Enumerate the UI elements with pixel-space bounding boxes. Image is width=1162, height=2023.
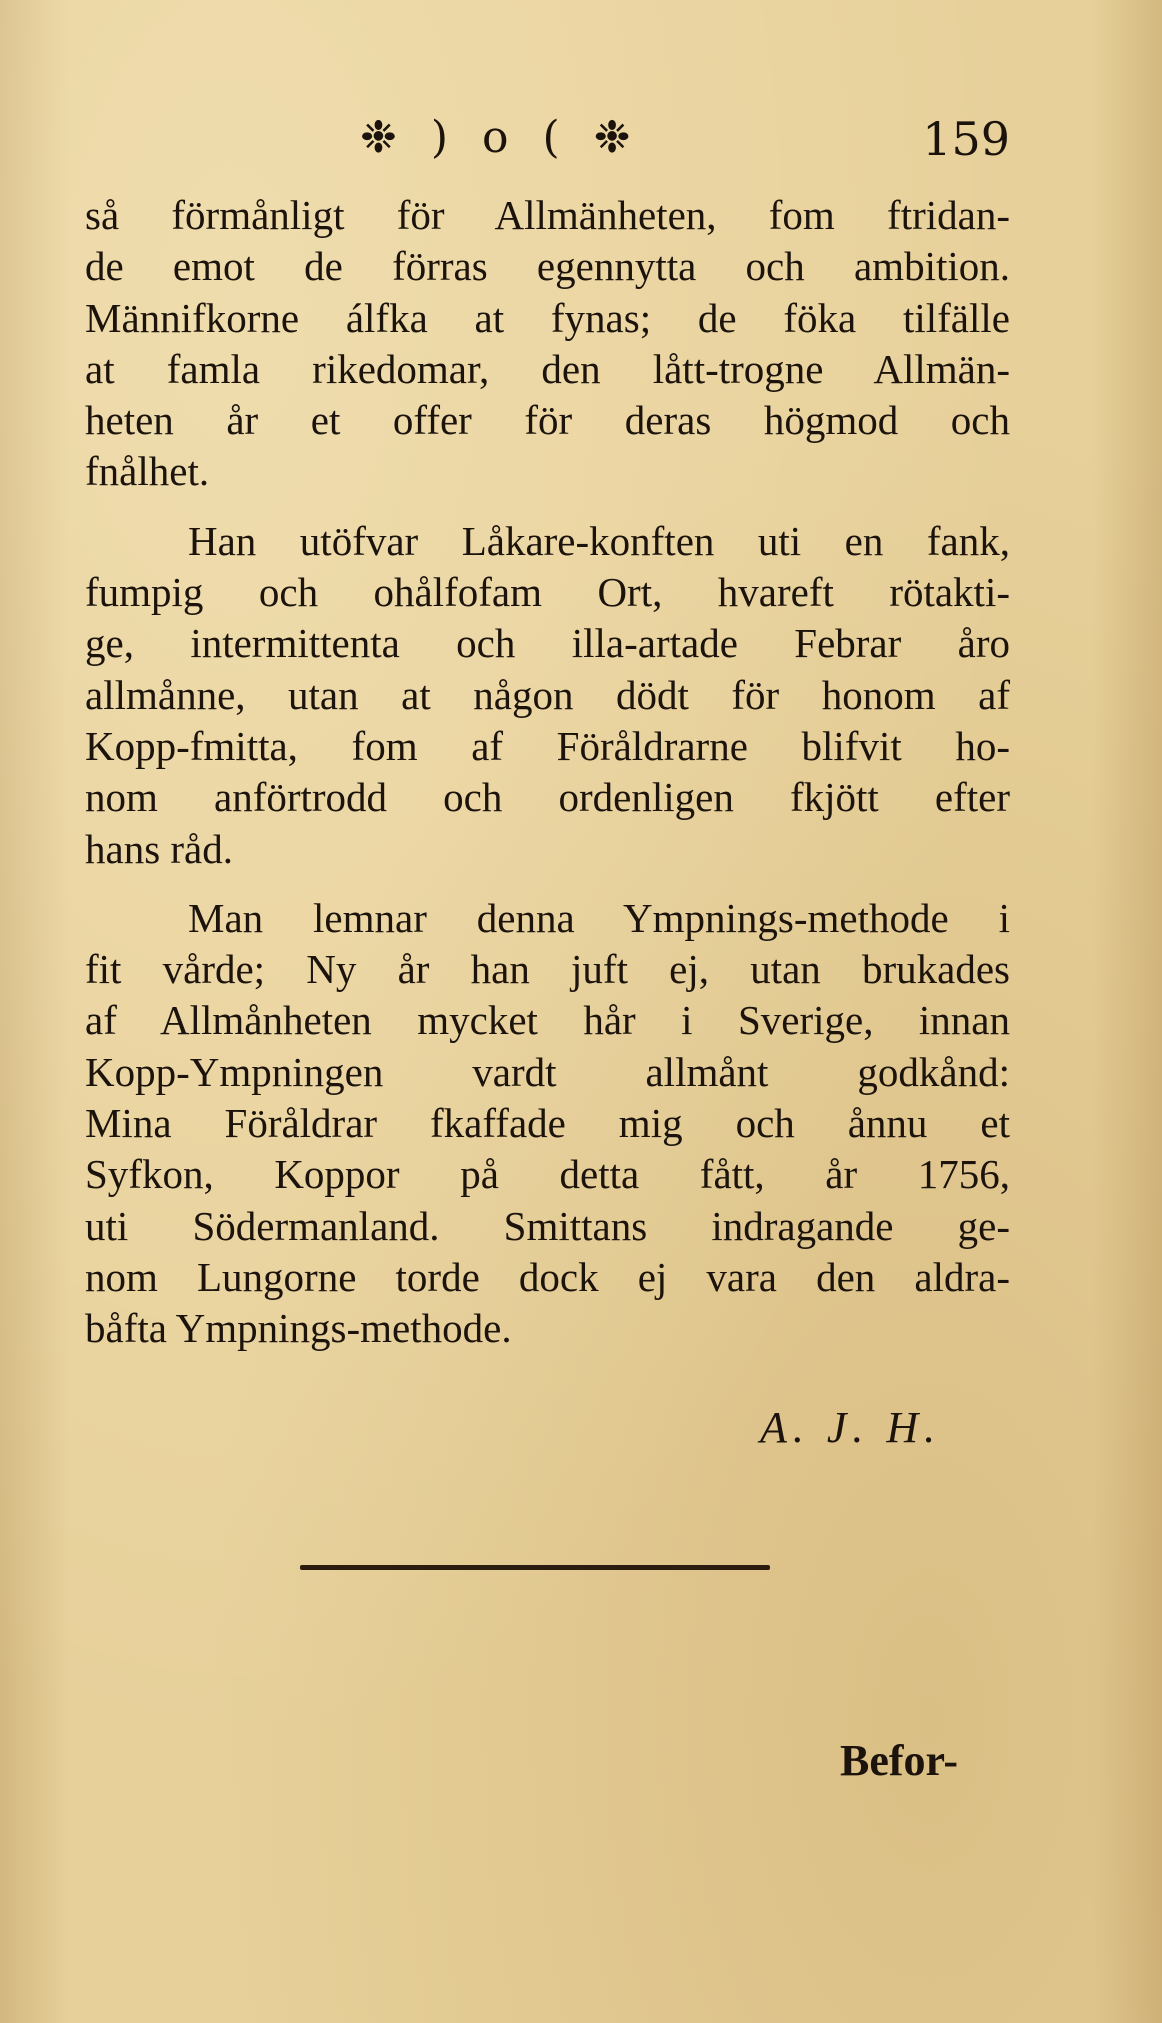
text-line: nom anförtrodd och ordenligen fkjött efter <box>85 774 1010 821</box>
text-line: så förmånligt för Allmänheten, fom ftridan- <box>85 192 1010 238</box>
text-line: Männifkorne álfka at fynas; de föka tilfälle <box>85 294 1010 341</box>
body-text <box>85 190 1010 1355</box>
paragraph-gap <box>85 498 1010 516</box>
text-line: Kopp-fmitta, fom af Föråldrarne blifvit ho- <box>85 722 1010 769</box>
text-line: Mina Föråldrar fkaffade mig och ånnu et <box>85 1100 1010 1147</box>
text-line: uti Södermanland. Smittans indragande ge- <box>85 1202 1010 1249</box>
text-line: fnålhet. <box>85 448 210 495</box>
text-line: de emot de förras egennytta och ambition. <box>85 243 1010 290</box>
text-line: Han utöfvar Låkare-konften uti en fank, <box>188 517 1010 564</box>
paragraph-gap <box>85 875 1010 893</box>
paragraph-3 <box>85 893 1010 1355</box>
text-line: fumpig och ohålfofam Ort, hvareft rötakti- <box>85 569 1010 616</box>
page-header <box>360 112 1010 172</box>
text-line: allmånne, utan at någon dödt för honom af <box>85 671 1010 718</box>
catchword: Befor- <box>840 1736 959 1785</box>
text-line: hans råd. <box>85 825 234 872</box>
author-signature: A. J. H. <box>760 1403 942 1452</box>
text-line: båfta Ympnings-methode. <box>85 1305 512 1352</box>
header-ornament: ❉ ) o ( ❉ <box>360 112 641 163</box>
paragraph-1 <box>85 190 1010 498</box>
text-line: heten år et offer för deras högmod och <box>85 397 1010 444</box>
text-line: Syfkon, Koppor på detta fått, år 1756, <box>85 1151 1010 1198</box>
text-line: at famla rikedomar, den lått-trogne Allmän- <box>85 345 1010 392</box>
section-rule <box>300 1565 770 1570</box>
text-line: nom Lungorne torde dock ej vara den aldra- <box>85 1253 1010 1300</box>
text-line: ge, intermittenta och illa-artade Febrar åro <box>85 620 1010 667</box>
text-line: af Allmånheten mycket hår i Sverige, innan <box>85 997 1010 1044</box>
text-line: Kopp-Ympningen vardt allmånt godkånd: <box>85 1048 1010 1095</box>
paragraph-2 <box>85 516 1010 875</box>
text-line: Man lemnar denna Ympnings-methode i <box>188 894 1010 941</box>
text-line: fit vårde; Ny år han juft ej, utan brukades <box>85 946 1010 993</box>
page-number: 159 <box>922 112 1010 166</box>
